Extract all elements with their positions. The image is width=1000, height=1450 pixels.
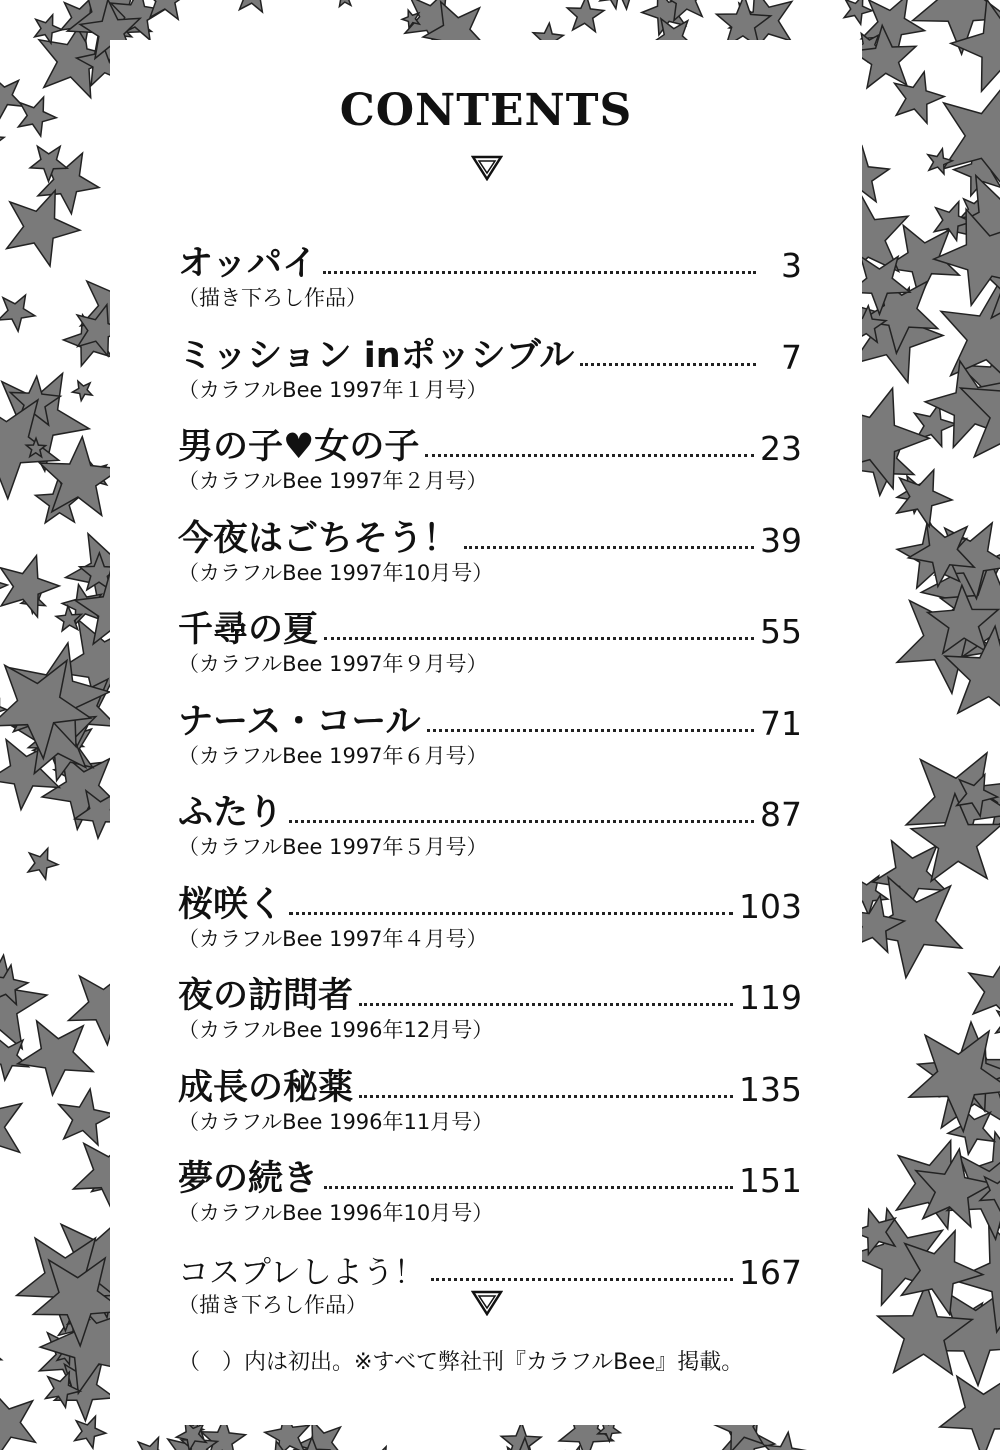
toc-entry-source: （カラフルBee 1996年11月号） <box>178 1109 494 1134</box>
toc-entry <box>178 688 802 780</box>
star-shape <box>600 0 650 9</box>
toc-entry-title: コスプレしよう！ <box>178 1254 425 1291</box>
toc-entry-source: （カラフルBee 1997年10月号） <box>178 560 494 585</box>
star-shape <box>235 0 272 12</box>
toc-entry-title: 千尋の夏 <box>178 610 319 650</box>
star-shape <box>335 0 354 7</box>
toc-entry-source: （カラフルBee 1997年２月号） <box>178 469 488 493</box>
toc-entry-page: 39 <box>760 520 802 560</box>
star-shape <box>1 556 60 618</box>
toc-entry-page: 55 <box>760 612 802 651</box>
footnote: （ ）内は初出。※すべて弊社刊『カラフルBee』掲載。 <box>178 1350 744 1375</box>
star-shape <box>878 1283 973 1374</box>
star-shape <box>0 1333 2 1375</box>
toc-entry <box>178 871 802 963</box>
toc-entry-source: （カラフルBee 1997年６月号） <box>178 743 488 768</box>
toc-entry-title: 男の子♥女の子 <box>178 427 420 467</box>
page-title: CONTENTS <box>339 85 633 136</box>
star-shape <box>18 97 56 136</box>
toc-entry-source: （描き下ろし作品） <box>178 1292 367 1317</box>
toc-entry <box>178 779 802 871</box>
toc-entry <box>178 413 802 505</box>
contents-panel <box>110 40 862 1425</box>
toc-entry <box>178 505 802 597</box>
star-shape <box>0 77 23 119</box>
dot-leader <box>427 729 754 732</box>
toc-entry-page: 71 <box>760 703 802 743</box>
toc-entry-source: （カラフルBee 1997年４月号） <box>178 926 488 951</box>
star-shape <box>28 848 58 879</box>
toc-entry-title: 今夜はごちそう！ <box>178 518 459 559</box>
toc-entry-page: 135 <box>739 1069 802 1109</box>
star-shape <box>0 295 35 331</box>
toc-entry-title: ふたり <box>178 793 284 833</box>
toc-entry-page: 3 <box>781 246 802 285</box>
toc-entry-page: 23 <box>760 429 802 468</box>
star-shape <box>136 1438 169 1450</box>
toc-entry <box>178 962 802 1054</box>
toc-entry-title: ミッション inポッシブル <box>178 335 575 376</box>
toc-entry <box>178 1145 802 1237</box>
star-shape <box>996 1005 1000 1041</box>
toc-entry-page: 103 <box>739 886 802 926</box>
toc-entry <box>178 322 802 414</box>
dot-leader <box>323 271 756 274</box>
star-shape <box>940 1376 1000 1450</box>
toc-entry-source: （カラフルBee 1997年５月号） <box>178 835 488 859</box>
star-shape <box>0 0 25 20</box>
toc-list <box>178 230 802 1328</box>
toc-entry-title: 夢の続き <box>178 1159 319 1199</box>
toc-entry-source: （カラフルBee 1997年１月号） <box>178 377 488 402</box>
dot-leader <box>464 546 754 549</box>
toc-entry-page: 167 <box>739 1252 802 1292</box>
star-shape <box>844 0 872 24</box>
toc-entry-source: （カラフルBee 1997年９月号） <box>178 652 488 676</box>
toc-entry-page: 7 <box>781 337 802 377</box>
star-shape <box>72 381 92 401</box>
star-shape <box>969 956 1000 1022</box>
star-shape <box>0 1037 28 1080</box>
star-shape <box>18 1021 94 1095</box>
star-shape <box>928 149 953 174</box>
dot-leader <box>425 454 754 457</box>
toc-entry-page: 151 <box>739 1161 802 1200</box>
toc-entry-source: （カラフルBee 1996年10月号） <box>178 1201 494 1225</box>
toc-entry <box>178 596 802 688</box>
toc-entry-source: （描き下ろし作品） <box>178 286 367 310</box>
toc-entry-title: 夜の訪問者 <box>178 976 354 1016</box>
toc-entry-title: ナース・コール <box>178 701 421 742</box>
toc-entry <box>178 230 802 322</box>
star-shape <box>567 0 604 32</box>
star-shape <box>0 1086 22 1165</box>
toc-entry-source: （カラフルBee 1996年12月号） <box>178 1018 494 1042</box>
dot-leader <box>289 912 733 915</box>
toc-entry-title: 成長の秘薬 <box>178 1067 354 1108</box>
star-shape <box>0 128 4 153</box>
dot-leader <box>289 820 754 823</box>
triangle-down-icon <box>471 1290 503 1316</box>
toc-entry <box>178 1054 802 1146</box>
toc-entry-page: 87 <box>760 795 802 834</box>
triangle-down-icon <box>471 155 503 181</box>
dot-leader <box>324 637 754 640</box>
toc-entry-title: オッパイ <box>178 244 317 284</box>
toc-entry-title: 桜咲く <box>178 884 284 925</box>
dot-leader <box>359 1003 733 1006</box>
dot-leader <box>359 1095 733 1098</box>
star-shape <box>59 1089 115 1145</box>
star-shape <box>0 1391 35 1450</box>
dot-leader <box>431 1278 733 1281</box>
star-shape <box>75 1416 106 1448</box>
dot-leader <box>580 363 756 366</box>
dot-leader <box>324 1186 733 1189</box>
toc-entry-page: 119 <box>739 978 802 1017</box>
